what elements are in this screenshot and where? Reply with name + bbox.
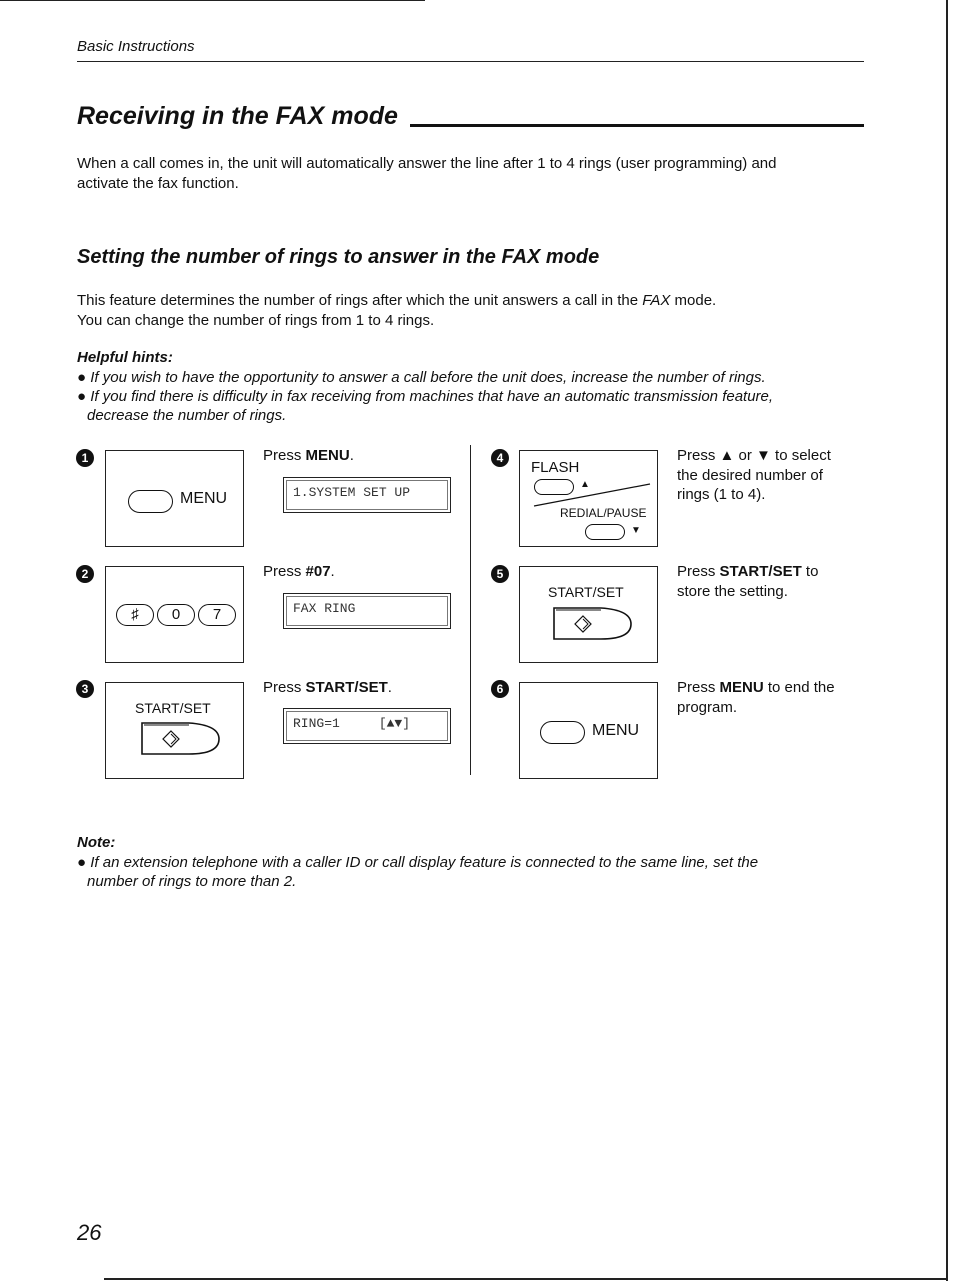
redial-down-button[interactable]: [585, 524, 625, 540]
list-item: ● If you wish to have the opportunity to answer a call before the unit does, increase the number of rings.: [77, 369, 766, 386]
step-3-number: 3: [76, 680, 94, 698]
bottom-edge-line: [104, 1278, 947, 1280]
menu-button[interactable]: [540, 721, 585, 744]
flash-label: FLASH: [531, 459, 580, 476]
start-set-button[interactable]: [551, 604, 635, 642]
redial-pause-label: REDIAL/PAUSE: [560, 506, 647, 520]
note-heading: Note:: [77, 834, 116, 851]
intro-paragraph: When a call comes in, the unit will automatically answer the line after 1 to 4 rings (user programming) and activate the fax function.: [77, 155, 777, 192]
top-edge-line: [0, 0, 425, 1]
step-4-number: 4: [491, 449, 509, 467]
step-4-panel: [519, 450, 658, 547]
step-6-panel: [519, 682, 658, 779]
start-set-label: START/SET: [548, 584, 624, 600]
step-2-panel: [105, 566, 244, 663]
key-separator: [532, 481, 652, 509]
subtitle: Setting the number of rings to answer in the FAX mode: [77, 246, 600, 268]
menu-button[interactable]: [128, 490, 173, 513]
up-triangle-icon: ▲: [580, 479, 590, 490]
zero-key[interactable]: 0: [157, 604, 195, 626]
step-2-instruction: Press #07.: [263, 563, 335, 580]
start-diamond-icon: [163, 731, 179, 747]
hints-heading: Helpful hints:: [77, 349, 173, 366]
step-3-instruction: Press START/SET.: [263, 679, 392, 696]
list-item: ● If an extension telephone with a caller ID or call display feature is connected to the same line, set the: [77, 854, 759, 871]
section-header: Basic Instructions: [77, 38, 195, 55]
title-rule: [410, 124, 864, 127]
page-title: Receiving in the FAX mode: [77, 102, 398, 130]
list-item: number of rings to more than 2.: [87, 873, 297, 890]
hash-key[interactable]: ♯: [116, 604, 154, 626]
step-6-number: 6: [491, 680, 509, 698]
note-text: [77, 853, 758, 891]
list-item: decrease the number of rings.: [87, 407, 287, 424]
step-5-instruction: Press START/SET to store the setting.: [677, 563, 819, 600]
step-5-number: 5: [491, 565, 509, 583]
down-triangle-icon: ▼: [631, 525, 641, 536]
header-rule: [77, 61, 864, 62]
start-set-button[interactable]: [139, 719, 223, 757]
start-set-label: START/SET: [135, 700, 211, 716]
list-item: ● If you find there is difficulty in fax receiving from machines that have an automatic transmission feature,: [77, 388, 774, 405]
start-diamond-icon: [575, 616, 591, 632]
hints-list: [77, 368, 773, 425]
menu-button-label: MENU: [180, 490, 228, 507]
step-2-number: 2: [76, 565, 94, 583]
feature-paragraph: This feature determines the number of rings after which the unit answers a call in the FAX mode. You can change the number of rings from 1 to 4 rings.: [77, 292, 717, 329]
step-1-panel: [105, 450, 244, 547]
step-4-instruction: Press ▲ or ▼ to select the desired number of rings (1 to 4).: [677, 447, 831, 503]
page-number: 26: [77, 1220, 102, 1245]
menu-button-label: MENU: [592, 722, 640, 739]
step-1-number: 1: [76, 449, 94, 467]
right-edge-line: [946, 0, 948, 1281]
seven-key[interactable]: 7: [198, 604, 236, 626]
step-3-display: RING=1 [▲▼]: [283, 708, 451, 744]
step-6-instruction: Press MENU to end the program.: [677, 679, 835, 716]
step-2-display: FAX RING: [283, 593, 451, 629]
step-1-display: 1.SYSTEM SET UP: [283, 477, 451, 513]
column-divider: [470, 445, 471, 775]
step-1-instruction: Press MENU.: [263, 447, 354, 464]
step-5-panel: [519, 566, 658, 663]
step-3-panel: [105, 682, 244, 779]
